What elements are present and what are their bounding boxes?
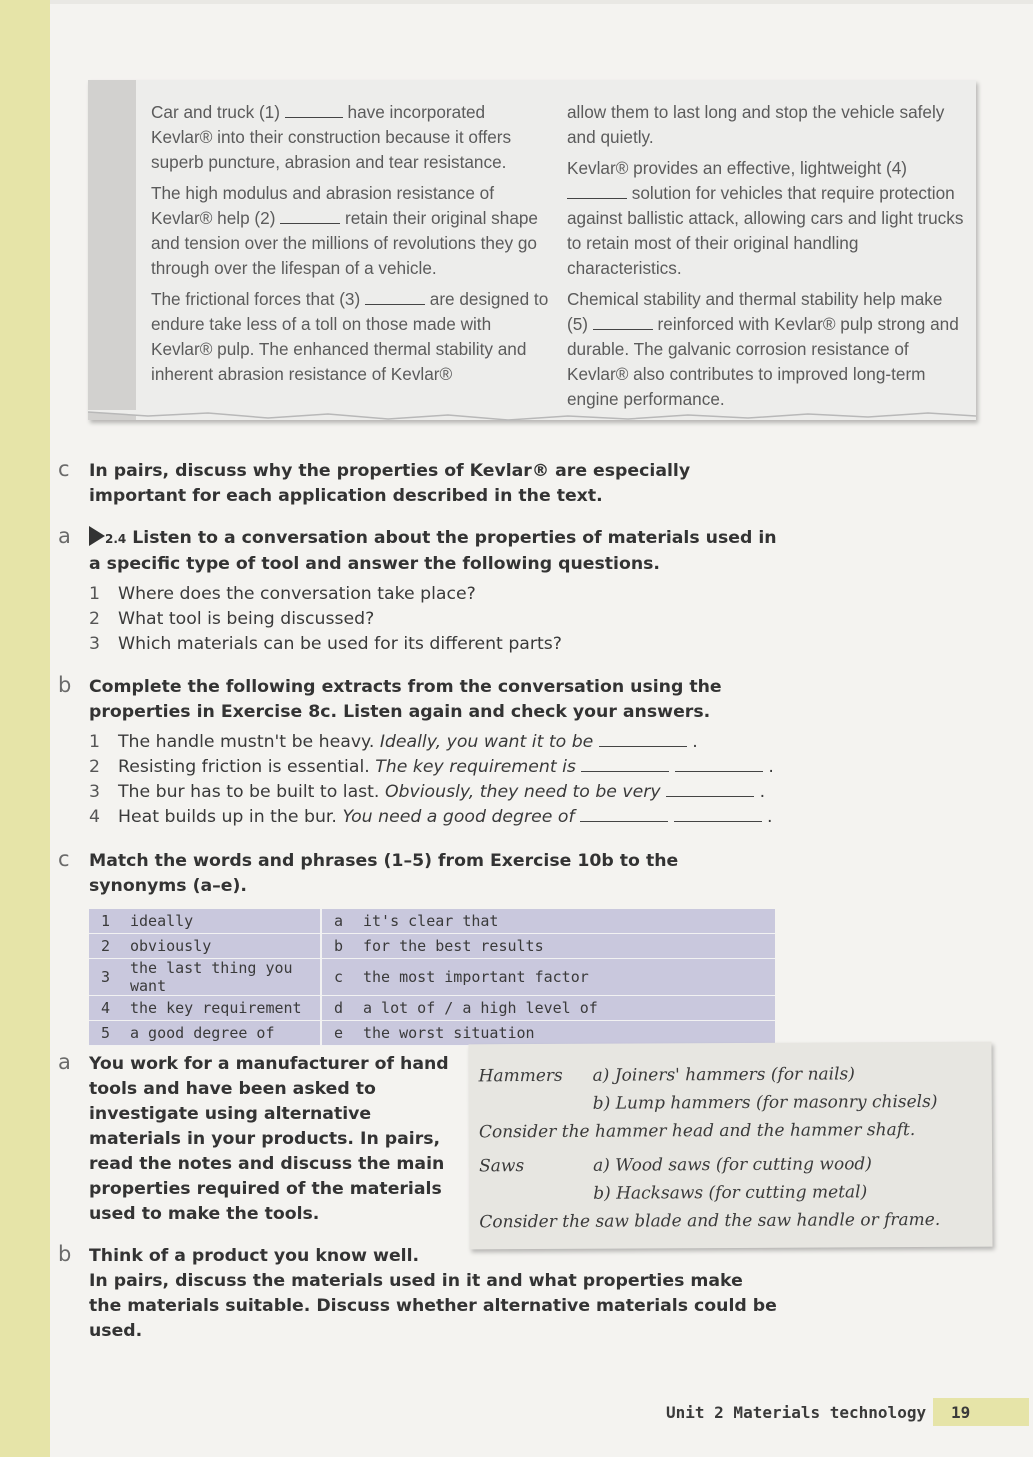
answer-blank bbox=[666, 782, 754, 797]
unit-title: Unit 2 Materials technology bbox=[666, 1403, 927, 1422]
kevlar-article bbox=[88, 80, 976, 420]
answer-blank bbox=[675, 757, 763, 772]
exercise-instruction: Match the words and phrases (1–5) from Exercise 10b to the synonyms (a–e). bbox=[89, 851, 679, 896]
table-row: 5 a good degree of e the worst situation bbox=[89, 1021, 775, 1046]
list-item: 3 The bur has to be built to last. Obviously, they need to be very . bbox=[89, 782, 766, 802]
list-item: 1 The handle mustn't be heavy. Ideally, you want it to be . bbox=[89, 732, 698, 752]
exercise-9b bbox=[58, 675, 778, 830]
exercise-instruction: You work for a manufacturer of hand tools and have been asked to investigate using alternative materials in your products. In pairs, read the notes and discuss the main properties required of the materials used to make the tools. bbox=[89, 1054, 449, 1224]
list-item: 2 What tool is being discussed? bbox=[89, 609, 375, 629]
note-hammers-b: b) Lump hammers (for masonry chisels) bbox=[592, 1091, 938, 1114]
gap-5 bbox=[593, 315, 653, 330]
note-saws-b: b) Hacksaws (for cutting metal) bbox=[593, 1182, 868, 1204]
note-hammers-consider: Consider the hammer head and the hammer shaft. bbox=[478, 1120, 916, 1143]
article-paragraph-6: Chemical stability and thermal stability help make (5) reinforced with Kevlar® pulp strong and durable. The galvanic corrosion resistance of Kevlar® also contributes to improved long-term engine performance. bbox=[567, 289, 959, 409]
exercise-9a bbox=[58, 526, 778, 657]
note-saws: Saws bbox=[479, 1156, 525, 1177]
answer-blank bbox=[581, 757, 669, 772]
table-row: 1 ideally a it's clear that bbox=[89, 909, 775, 934]
list-item: 2 Resisting friction is essential. The key requirement is . bbox=[89, 757, 774, 777]
list-item: 1 Where does the conversation take place? bbox=[89, 584, 476, 604]
exercise-letter: b bbox=[58, 673, 72, 697]
page-number: 19 bbox=[951, 1403, 971, 1422]
answer-blank bbox=[599, 732, 687, 747]
exercise-letter: a bbox=[58, 524, 71, 548]
top-edge bbox=[50, 0, 1033, 4]
table-row: 2 obviously b for the best results bbox=[89, 934, 775, 959]
article-paragraph-1: Car and truck (1) have incorporated Kevlar® into their construction because it offers superb puncture, abrasion and tear resistance. bbox=[151, 102, 512, 172]
note-hammers: Hammers bbox=[478, 1065, 563, 1087]
audio-track: 2.4 bbox=[105, 532, 127, 546]
margin-band bbox=[0, 0, 50, 1457]
gap-3 bbox=[365, 290, 425, 305]
torn-edge bbox=[88, 410, 976, 426]
article-paragraph-3: The frictional forces that (3) are designed to endure take less of a toll on those made with Kevlar® pulp. The enhanced thermal stability and inherent abrasion resistance of Kevlar® bbox=[151, 289, 549, 384]
gap-1 bbox=[285, 103, 343, 118]
note-saws-a: a) Wood saws (for cutting wood) bbox=[593, 1154, 872, 1176]
audio-play-icon bbox=[89, 526, 105, 546]
article-paragraph-2: The high modulus and abrasion resistance of Kevlar® help (2) retain their original shape and tension over the millions of revolutions they go through over the lifespan of a vehicle. bbox=[151, 183, 538, 278]
exercise-8c bbox=[58, 459, 778, 509]
answer-blank bbox=[674, 807, 762, 822]
answer-blank bbox=[580, 807, 668, 822]
exercise-instruction: 2.4 Listen to a conversation about the properties of materials used in a specific type of tool and answer the following questions. bbox=[89, 528, 777, 574]
note-saws-consider: Consider the saw blade and the saw handle or frame. bbox=[479, 1209, 941, 1233]
question-list bbox=[89, 582, 778, 657]
article-paragraph-5: Kevlar® provides an effective, lightweight (4) solution for vehicles that require protection against ballistic attack, allowing cars and light trucks to retain most of their original handling characteristics. bbox=[567, 158, 964, 278]
exercise-10a bbox=[58, 1052, 458, 1227]
page-number-box bbox=[933, 1398, 1029, 1426]
article-column-2 bbox=[567, 100, 967, 418]
gap-4 bbox=[567, 184, 627, 199]
list-item: 4 Heat builds up in the bur. You need a good degree of . bbox=[89, 807, 773, 827]
exercise-letter: c bbox=[58, 457, 70, 481]
table-row: 4 the key requirement d a lot of / a high level of bbox=[89, 996, 775, 1021]
exercise-line-2: In pairs, discuss the materials used in it and what properties make the materials suitable. Discuss whether alternative materials could be used. bbox=[89, 1271, 777, 1341]
article-paragraph-4: allow them to last long and stop the vehicle safely and quietly. bbox=[567, 102, 945, 147]
exercise-instruction: Complete the following extracts from the conversation using the properties in Exercise 8c. Listen again and check your answers. bbox=[89, 677, 722, 722]
exercise-instruction: In pairs, discuss why the properties of Kevlar® are especially important for each application described in the text. bbox=[89, 461, 691, 506]
note-hammers-a: a) Joiners' hammers (for nails) bbox=[592, 1064, 855, 1086]
exercise-letter: b bbox=[58, 1242, 72, 1266]
list-item: 3 Which materials can be used for its different parts? bbox=[89, 634, 562, 654]
exercise-9c bbox=[58, 849, 778, 899]
gap-2 bbox=[280, 209, 340, 224]
exercise-letter: a bbox=[58, 1050, 71, 1074]
exercise-10b bbox=[58, 1244, 778, 1344]
article-column-1 bbox=[151, 100, 551, 393]
article-strip bbox=[88, 80, 136, 420]
synonym-table bbox=[89, 909, 775, 1046]
table-row: 3 the last thing you want c the most important factor bbox=[89, 959, 775, 996]
extract-list bbox=[89, 730, 778, 830]
exercise-line-1: Think of a product you know well. bbox=[89, 1246, 420, 1266]
exercise-letter: c bbox=[58, 847, 70, 871]
tool-notes bbox=[468, 1042, 992, 1250]
